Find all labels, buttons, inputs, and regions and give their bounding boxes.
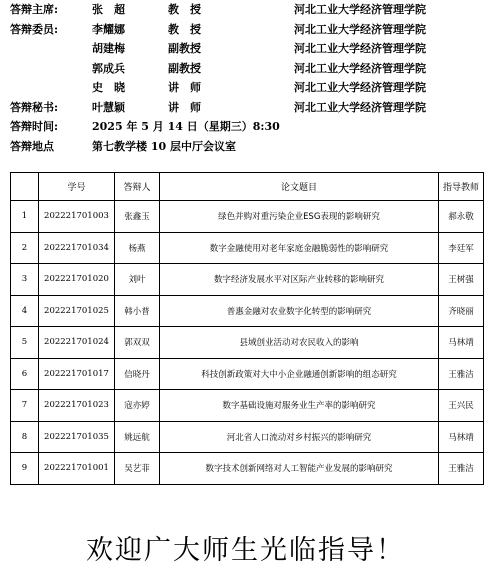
member-name: 胡建梅 <box>92 42 125 55</box>
committee-row-member <box>10 20 491 40</box>
table-row <box>11 453 484 485</box>
member-name: 叶慧颖 <box>92 100 125 114</box>
thesis-title: 数字基础设施对服务业生产率的影响研究 <box>160 390 439 422</box>
row-index: 9 <box>11 453 39 485</box>
member-title: 副教授 <box>168 42 201 55</box>
member-name: 张 超 <box>92 3 125 16</box>
defender-name: 吴艺菲 <box>115 453 160 485</box>
member-title: 教 授 <box>168 22 201 36</box>
student-id: 202221701020 <box>39 264 115 296</box>
row-index: 3 <box>11 264 39 296</box>
table-row <box>11 264 484 296</box>
advisor-name: 王雅洁 <box>439 453 484 485</box>
thesis-title: 数字技术创新网络对人工智能产业发展的影响研究 <box>160 453 439 485</box>
member-org: 河北工业大学经济管理学院 <box>294 100 426 114</box>
row-index: 6 <box>11 358 39 390</box>
member-org: 河北工业大学经济管理学院 <box>294 42 426 55</box>
defender-name: 杨燕 <box>115 232 160 264</box>
table-row <box>11 201 484 233</box>
role-label: 答辩委员: <box>10 22 59 36</box>
place-label: 答辩地点 <box>10 139 54 153</box>
defender-name: 韩小普 <box>115 295 160 327</box>
role-label: 答辩秘书: <box>10 100 59 114</box>
table-row <box>11 327 484 359</box>
member-title: 副教授 <box>168 61 201 75</box>
thesis-title: 河北省人口流动对乡村振兴的影响研究 <box>160 421 439 453</box>
member-name: 郭成兵 <box>92 61 125 75</box>
advisor-name: 王兴民 <box>439 390 484 422</box>
defense-time-row <box>10 117 491 137</box>
header-student-id: 学号 <box>39 173 115 201</box>
table-row <box>11 295 484 327</box>
table-row <box>11 421 484 453</box>
member-name: 李耀娜 <box>92 22 125 36</box>
student-id: 202221701025 <box>39 295 115 327</box>
thesis-title: 数字金融使用对老年家庭金融脆弱性的影响研究 <box>160 232 439 264</box>
defender-name: 张鑫玉 <box>115 201 160 233</box>
committee-row-secretary <box>10 98 491 118</box>
member-org: 河北工业大学经济管理学院 <box>294 81 426 94</box>
defender-name: 郭双双 <box>115 327 160 359</box>
defender-name: 刘叶 <box>115 264 160 296</box>
advisor-name: 李廷军 <box>439 232 484 264</box>
advisor-name: 马林靖 <box>439 421 484 453</box>
place-value: 第七教学楼 10 层中厅会议室 <box>92 139 236 153</box>
committee-row-member <box>10 78 491 98</box>
table-row <box>11 358 484 390</box>
thesis-title: 普惠金融对农业数字化转型的影响研究 <box>160 295 439 327</box>
thesis-title: 县域创业活动对农民收入的影响 <box>160 327 439 359</box>
time-label: 答辩时间: <box>10 120 59 133</box>
member-title: 讲 师 <box>168 100 201 114</box>
thesis-title: 绿色并购对重污染企业ESG表现的影响研究 <box>160 201 439 233</box>
member-name: 史 晓 <box>92 81 125 94</box>
thesis-title: 数字经济发展水平对区际产业转移的影响研究 <box>160 264 439 296</box>
welcome-message: 欢迎广大师生光临指导！ <box>86 535 405 566</box>
student-id: 202221701017 <box>39 358 115 390</box>
header-defender: 答辩人 <box>115 173 160 201</box>
row-index: 7 <box>11 390 39 422</box>
committee-row-chair <box>10 0 491 20</box>
student-id: 202221701023 <box>39 390 115 422</box>
member-org: 河北工业大学经济管理学院 <box>294 22 426 36</box>
table-header-row <box>11 173 484 201</box>
defender-name: 姚远航 <box>115 421 160 453</box>
advisor-name: 齐晓丽 <box>439 295 484 327</box>
advisor-name: 王树强 <box>439 264 484 296</box>
row-index: 1 <box>11 201 39 233</box>
role-label: 答辩主席: <box>10 3 59 16</box>
student-id: 202221701003 <box>39 201 115 233</box>
defender-name: 信晓丹 <box>115 358 160 390</box>
header-index <box>11 173 39 201</box>
header-advisor: 指导教师 <box>439 173 484 201</box>
advisor-name: 郝永敬 <box>439 201 484 233</box>
member-org: 河北工业大学经济管理学院 <box>294 3 426 16</box>
member-org: 河北工业大学经济管理学院 <box>294 61 426 75</box>
student-id: 202221701001 <box>39 453 115 485</box>
table-row <box>11 390 484 422</box>
thesis-title: 科技创新政策对大中小企业融通创新影响的组态研究 <box>160 358 439 390</box>
member-title: 讲 师 <box>168 81 201 94</box>
time-value: 2025 年 5 月 14 日（星期三）8:30 <box>92 120 280 133</box>
table-row <box>11 232 484 264</box>
row-index: 4 <box>11 295 39 327</box>
row-index: 5 <box>11 327 39 359</box>
defense-committee-info <box>10 0 491 156</box>
student-id: 202221701034 <box>39 232 115 264</box>
member-title: 教 授 <box>168 3 201 16</box>
student-id: 202221701024 <box>39 327 115 359</box>
advisor-name: 王雅洁 <box>439 358 484 390</box>
row-index: 8 <box>11 421 39 453</box>
header-thesis-title: 论文题目 <box>160 173 439 201</box>
advisor-name: 马林靖 <box>439 327 484 359</box>
defense-place-row <box>10 137 491 157</box>
row-index: 2 <box>11 232 39 264</box>
committee-row-member <box>10 59 491 79</box>
committee-row-member <box>10 39 491 59</box>
defender-name: 寇亦婷 <box>115 390 160 422</box>
thesis-table <box>10 172 484 485</box>
student-id: 202221701035 <box>39 421 115 453</box>
